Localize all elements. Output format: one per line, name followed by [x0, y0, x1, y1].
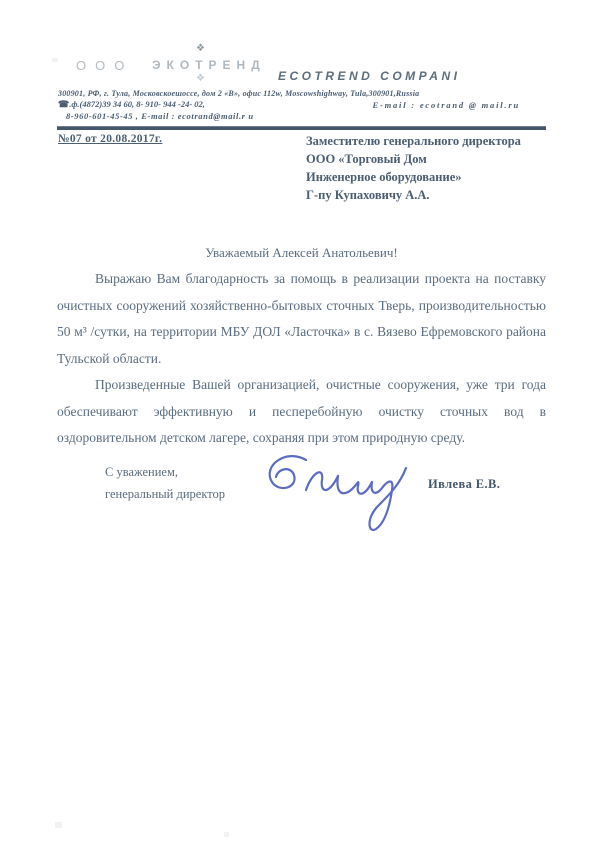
scan-speck [52, 58, 58, 62]
contact-row [58, 99, 548, 111]
logo-company-name: ЭКОТРЕНД [152, 58, 266, 72]
addressee-line: ООО «Торговый Дом [306, 152, 427, 166]
closing-block [105, 461, 225, 505]
header-divider [57, 126, 546, 130]
phone-numbers [58, 99, 205, 110]
phone-line-2: 8-960-601-45-45 , E-mail : ecotrand@mail.r u [66, 111, 254, 121]
salutation: Уважаемый Алексей Анатольевич! [205, 245, 398, 260]
letter-body [57, 266, 546, 452]
logo-ornament-icon: ❖ [196, 43, 205, 54]
email-address: E-mail : ecotrand @ mail.ru [372, 100, 520, 110]
signer-name: Ивлева Е.В. [428, 477, 501, 491]
scan-speck [55, 822, 62, 828]
addressee-line: Г-пу Купаховичу А.А. [306, 188, 430, 202]
company-name-english: ECOTREND COMPANI [278, 69, 461, 83]
addressee-line: Инженерное оборудование» [306, 170, 462, 184]
phone-icon: ☎ [58, 99, 70, 109]
scan-speck [224, 832, 229, 837]
closing-line-2: генеральный директор [105, 487, 226, 501]
addressee-line: Заместителю генерального директора [306, 134, 521, 148]
handwritten-signature [248, 444, 408, 534]
body-paragraph-1: Выражаю Вам благодарность за помощь в реализации проекта на поставку очистных сооружений хозяйственно-бытовых сточных Тверь, производительностью 50 м³ /сутки, на территории МБУ ДОЛ «Ласточка» в с. Вязево Ефремовского района Тульской области. [57, 271, 546, 366]
logo-ornament-icon: ❖ [196, 73, 205, 84]
addressee-block [306, 132, 521, 204]
phone-line-1: .ф.(4872)39 34 60, 8- 910- 944 -24- 02, [69, 99, 205, 109]
closing-line-1: С уважением, [105, 465, 178, 479]
logo-ooo-text: ООО [76, 58, 134, 73]
letter-reference-number: №07 от 20.08.2017г. [58, 133, 163, 145]
body-paragraph-2: Произведенные Вашей организацией, очистные сооружения, уже три года обеспечивают эффективную и песперебойную очистку сточных вод в оздоровительном детском лагере, сохраняя при этом природную среду. [57, 377, 546, 445]
company-address: 300901, РФ, г. Тула, Московскоешоссе, дом 2 «В», офис 112w, Moscowshighway, Tula,300901,Russia [58, 89, 420, 98]
